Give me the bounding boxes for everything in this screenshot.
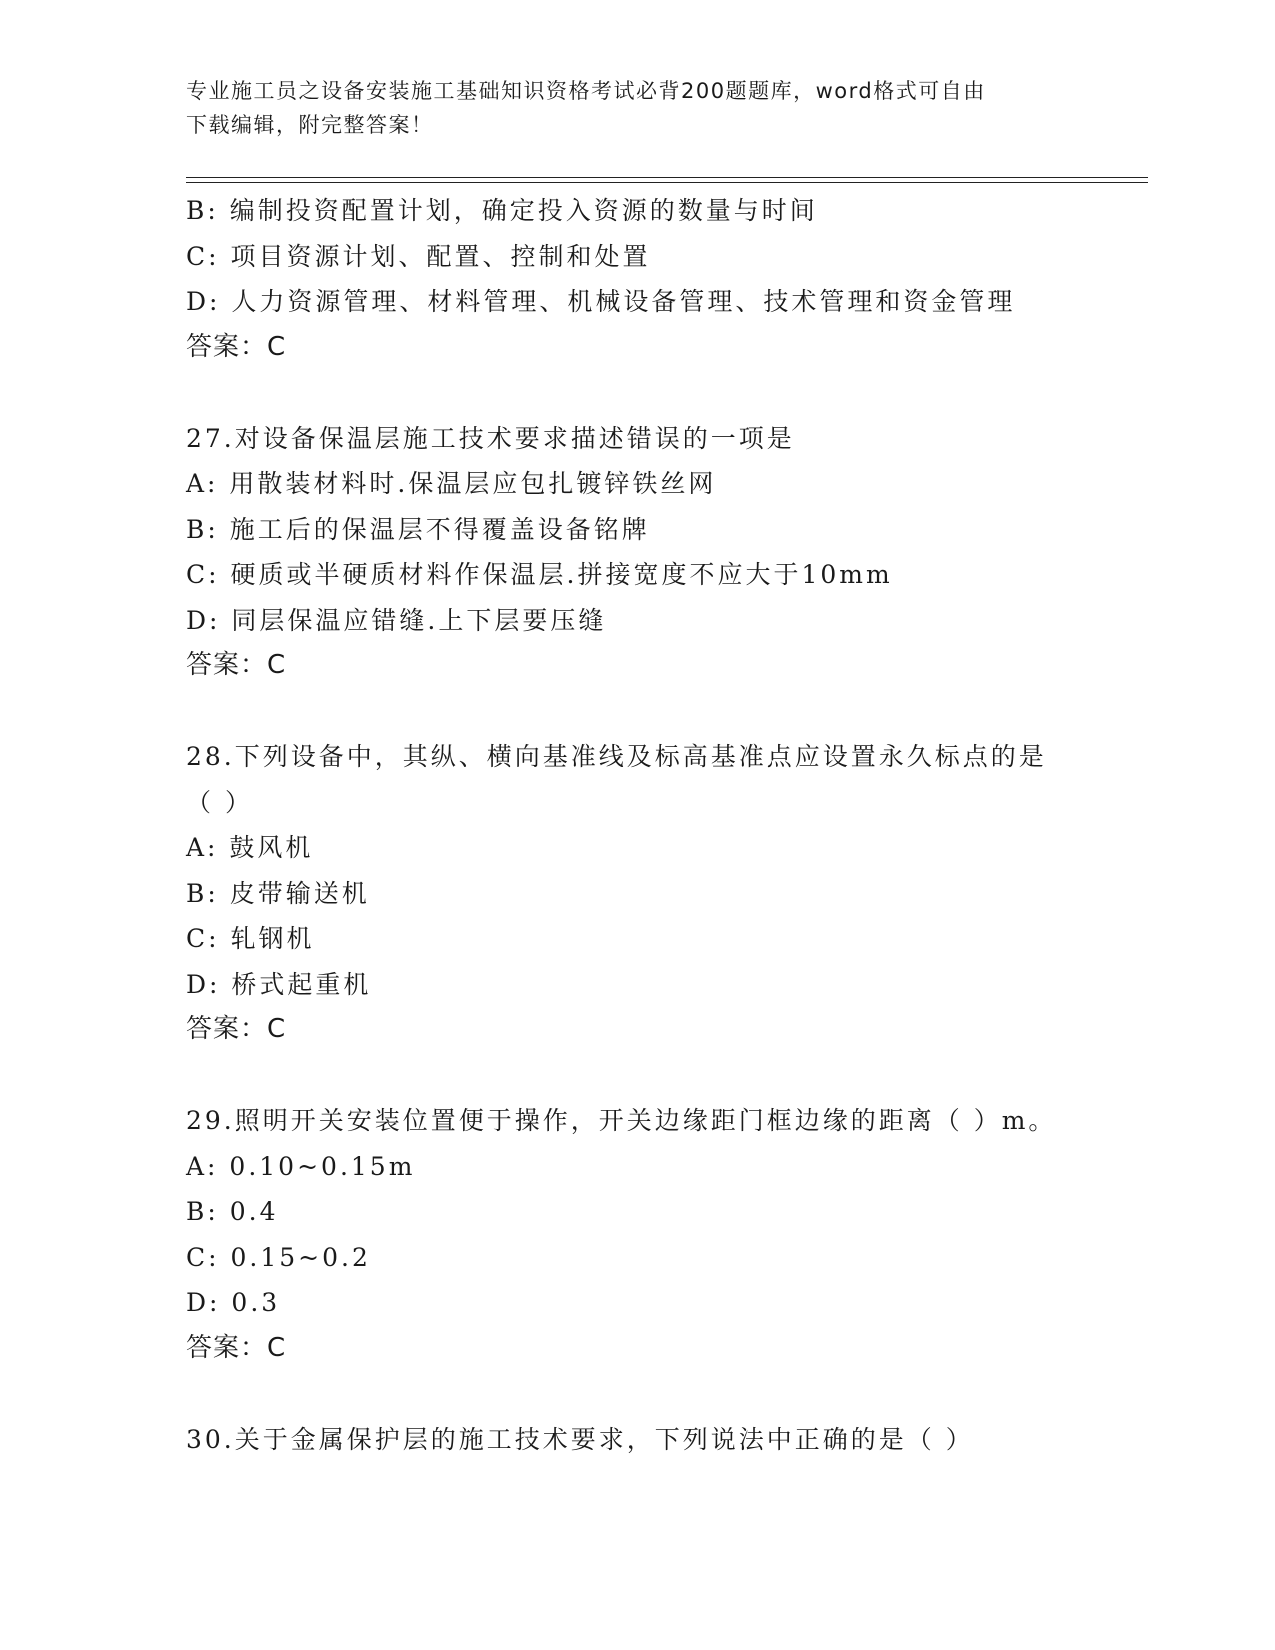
- option-d: D: 人力资源管理、材料管理、机械设备管理、技术管理和资金管理: [186, 287, 1016, 316]
- question-26: [186, 188, 1086, 370]
- header-line-1: 专业施工员之设备安装施工基础知识资格考试必背200题题库，word格式可自由: [186, 79, 986, 103]
- spacer: [186, 689, 1086, 735]
- question-stem-continued: （ ）: [186, 787, 253, 817]
- question-stem: 28.下列设备中，其纵、横向基准线及标高基准点应设置永久标点的是: [186, 742, 1047, 771]
- option-b: B: 0.4: [186, 1197, 279, 1226]
- question-29: [186, 1098, 1086, 1371]
- question-stem: 29.照明开关安装位置便于操作，开关边缘距门框边缘的距离（ ）m。: [186, 1106, 1057, 1135]
- option-b: B: 施工后的保温层不得覆盖设备铭牌: [186, 514, 650, 544]
- question-30: [186, 1417, 1086, 1463]
- option-a: A: 用散装材料时.保温层应包扎镀锌铁丝网: [186, 469, 717, 498]
- header-line-2: 下载编辑，附完整答案！: [186, 113, 434, 137]
- option-c: C: 硬质或半硬质材料作保温层.拼接宽度不应大于10mm: [186, 560, 893, 589]
- option-d: D: 0.3: [186, 1288, 281, 1317]
- spacer: [186, 1371, 1086, 1417]
- option-c: C: 项目资源计划、配置、控制和处置: [186, 241, 651, 271]
- question-stem: 27.对设备保温层施工技术要求描述错误的一项是: [186, 423, 795, 453]
- option-d: D: 同层保温应错缝.上下层要压缝: [186, 605, 607, 635]
- option-b: B: 皮带输送机: [186, 878, 370, 908]
- option-a: A: 鼓风机: [186, 833, 314, 862]
- answer: 答案：C: [186, 1332, 287, 1363]
- document-header: [186, 74, 1066, 142]
- option-c: C: 轧钢机: [186, 924, 315, 953]
- header-rule-bottom: [186, 182, 1148, 183]
- question-stem: 30.关于金属保护层的施工技术要求，下列说法中正确的是（ ）: [186, 1424, 974, 1454]
- option-d: D: 桥式起重机: [186, 969, 372, 999]
- option-c: C: 0.15~0.2: [186, 1242, 371, 1272]
- spacer: [186, 1053, 1086, 1099]
- option-b: B: 编制投资配置计划，确定投入资源的数量与时间: [186, 196, 818, 225]
- question-27: [186, 416, 1086, 689]
- answer: 答案：C: [186, 331, 287, 362]
- option-a: A: 0.10~0.15m: [186, 1151, 416, 1181]
- header-rule-top: [186, 177, 1148, 178]
- question-list: [186, 188, 1086, 1462]
- answer: 答案：C: [186, 650, 287, 680]
- answer: 答案：C: [186, 1014, 287, 1044]
- spacer: [186, 370, 1086, 416]
- question-28: [186, 734, 1086, 1053]
